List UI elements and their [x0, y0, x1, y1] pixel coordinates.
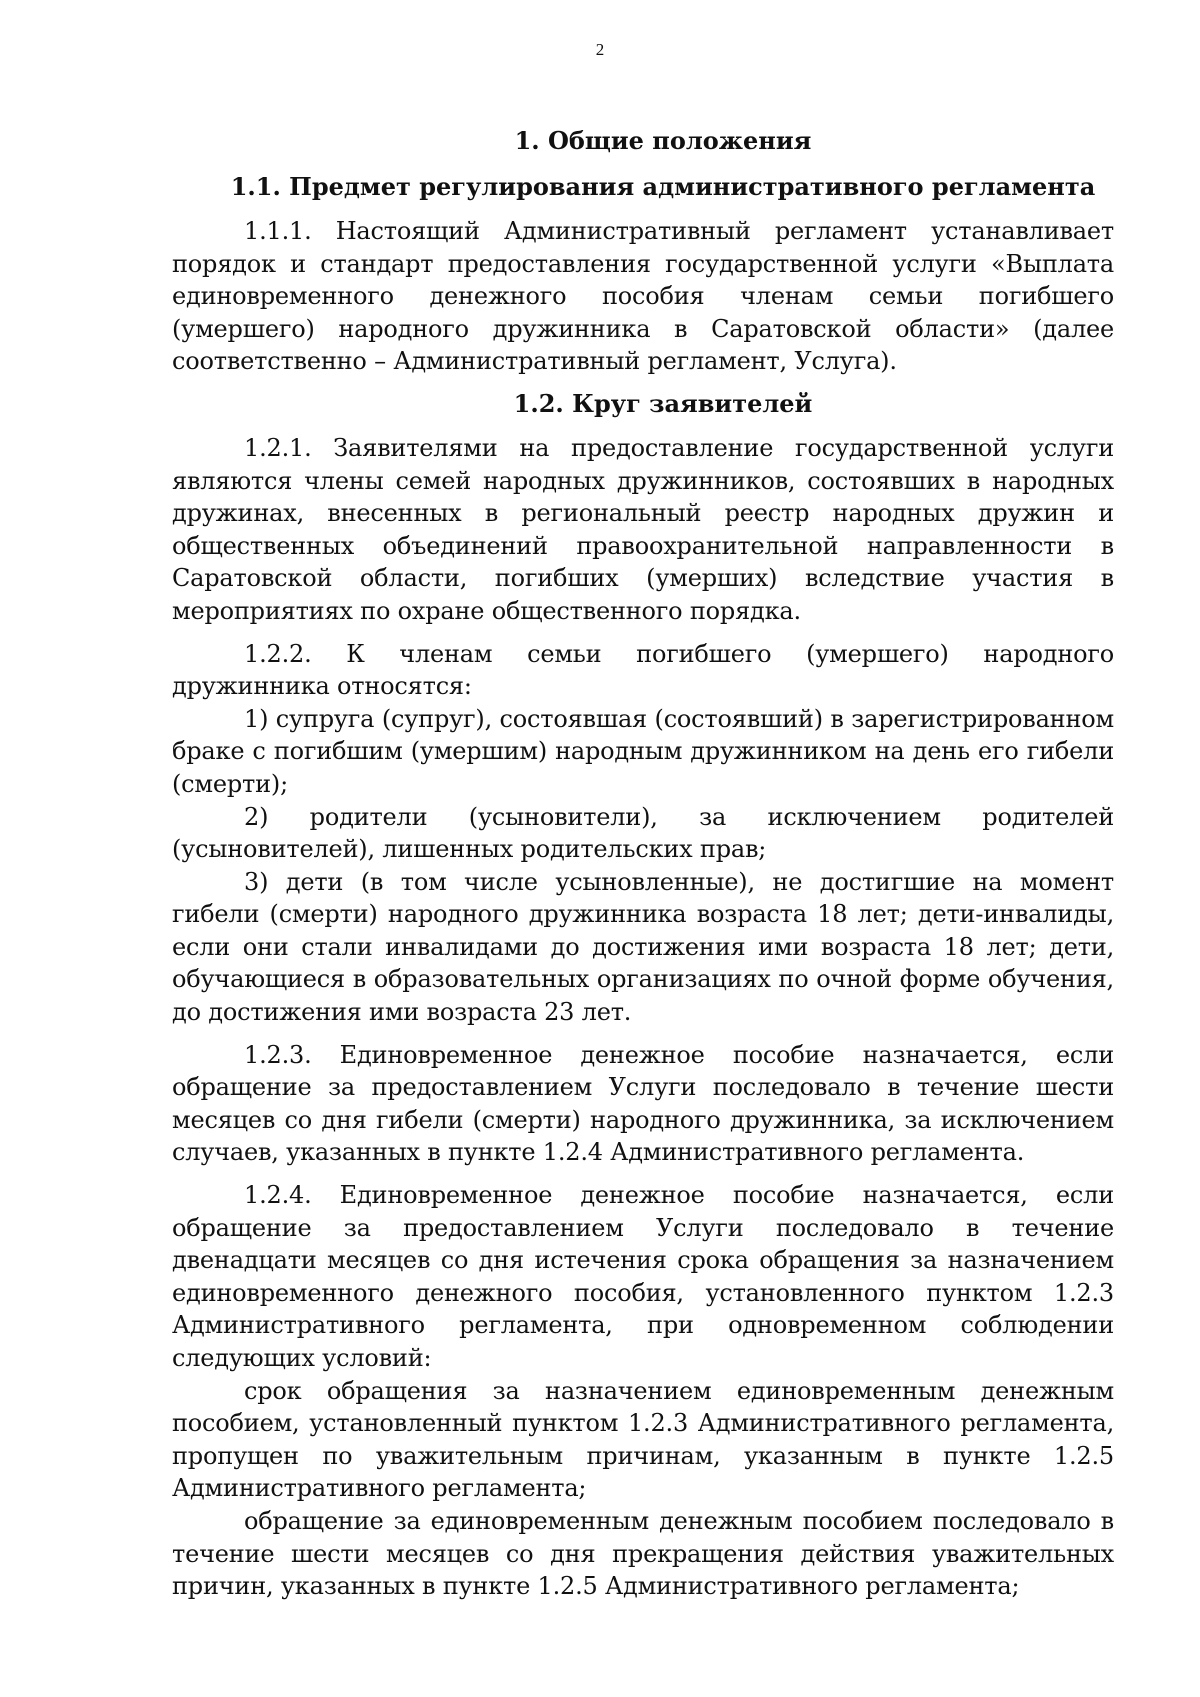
paragraph-1-2-4: 1.2.4. Единовременное денежное пособие назначается, если обращение за предоставлением Услуги последовало в течение двенадцати месяцев со дня истечения срока обращения за назначением единовременного денежного пособия, установленного пунктом 1.2.3 Административного регламента, при одновременном соблюдении следующих условий: [172, 1181, 1114, 1372]
subsection-title-1-2: 1.2. Круг заявителей [513, 388, 813, 418]
condition-2: обращение за единовременным денежным пособием последовало в течение шести месяцев со дня прекращения действия уважительных причин, указанных в пункте 1.2.5 Административного регламента; [172, 1506, 1114, 1601]
section-title: 1. Общие положения [514, 126, 812, 155]
list-item-2: 2) родители (усыновители), за исключением родителей (усыновителей), лишенных родительских прав; [172, 802, 1114, 864]
paragraph-1-2-1: 1.2.1. Заявителями на предоставление государственной услуги являются члены семей народных дружинников, состоявших в народных дружинах, внесенных в региональный реестр народных дружин и общественных объединений правоохранительной направленности в Саратовской области, погибших (умерших) вследствие участия в мероприятиях по охране общественного порядка. [172, 433, 1114, 625]
list-item-1: 1) супруга (супруг), состоявшая (состоявший) в зарегистрированном браке с погибшим (умершим) народным дружинником на день его гибели (смерти); [172, 704, 1114, 798]
condition-1: срок обращения за назначением единовременным денежным пособием, установленный пунктом 1.2.3 Административного регламента, пропущен по уважительным причинам, указанным в пункте 1.2.5 Административного регламента; [172, 1376, 1114, 1503]
document-body [172, 125, 1114, 1603]
paragraph-1-2-2: 1.2.2. К членам семьи погибшего (умершего) народного дружинника относятся: [172, 639, 1114, 701]
page-number: 2 [595, 40, 605, 59]
paragraph-1-1-1: 1.1.1. Настоящий Административный регламент устанавливает порядок и стандарт предоставления государственной услуги «Выплата единовременного денежного пособия членам семьи погибшего (умершего) народного дружинника в Саратовской области» (далее соответственно – Административный регламент, Услуга). [172, 217, 1114, 376]
subsection-title-1-1: 1.1. Предмет регулирования административного регламента [230, 172, 1096, 201]
paragraph-1-2-3: 1.2.3. Единовременное денежное пособие назначается, если обращение за предоставлением Услуги последовало в течение шести месяцев со дня гибели (смерти) народного дружинника, за исключением случаев, указанных в пункте 1.2.4 Административного регламента. [172, 1040, 1114, 1167]
list-item-3: 3) дети (в том числе усыновленные), не достигшие на момент гибели (смерти) народного дружинника возраста 18 лет; дети-инвалиды, если они стали инвалидами до достижения ими возраста 18 лет; дети, обучающиеся в образовательных организациях по очной форме обучения, до достижения ими возраста 23 лет. [172, 867, 1114, 1027]
